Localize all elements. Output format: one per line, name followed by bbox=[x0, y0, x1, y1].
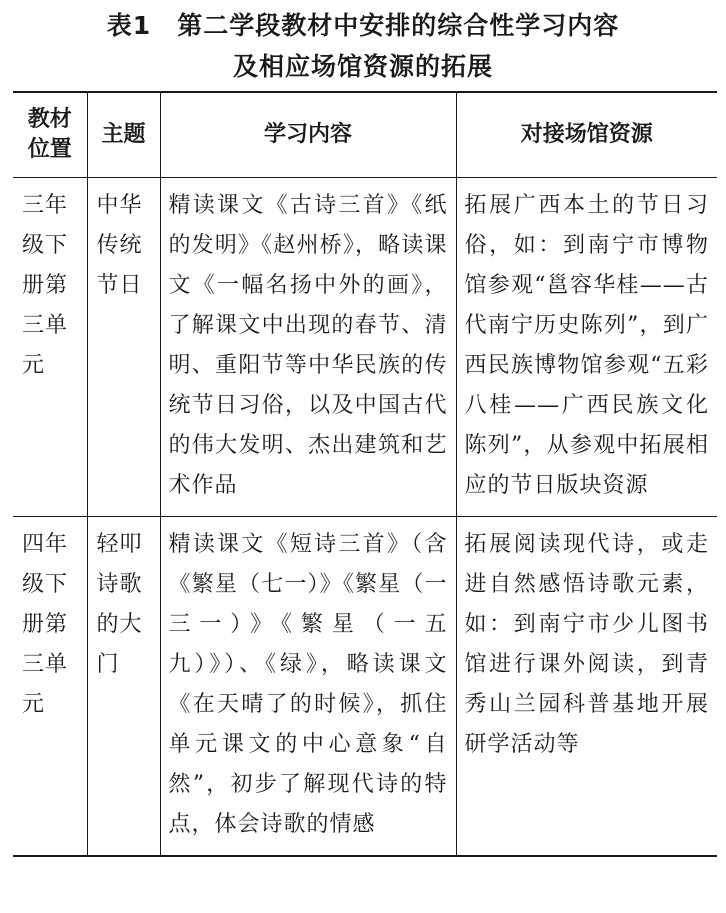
cell-venue-resources: 拓展广西本土的节日习俗，如：到南宁市博物馆参观“邕容华桂——古代南宁历史陈列”，到广西民族博物馆参观“五彩八桂——广西民族文化陈列”，从参观中拓展相应的节日版块资源 bbox=[456, 178, 717, 517]
curriculum-table bbox=[13, 91, 717, 857]
cell-venue-resources: 拓展阅读现代诗，或走进自然感悟诗歌元素，如：到南宁市少儿图书馆进行课外阅读，到青秀山兰园科普基地开展研学活动等 bbox=[464, 532, 709, 757]
cell-textbook-position: 四年级下册第三单元 bbox=[13, 517, 87, 857]
cell-textbook-position: 三年级下册第三单元 bbox=[13, 178, 87, 517]
cell-learning-content: 精读课文《短诗三首》（含《繁星（七一）》《繁星（一三一）》《繁星（一五九）》）、《绿》，略读课文《在天晴了的时候》，抓住单元课文的中心意象“自然”，初步了解现代诗的特点，体会诗歌的情感 bbox=[160, 517, 456, 857]
header-venue-resources: 对接场馆资源 bbox=[456, 92, 717, 178]
table-row bbox=[13, 517, 717, 857]
table-header-row bbox=[13, 92, 717, 178]
header-learning-content: 学习内容 bbox=[160, 92, 456, 178]
table-caption-line-1: 表1 第二学段教材中安排的综合性学习内容 bbox=[106, 11, 620, 40]
cell-learning-content: 精读课文《古诗三首》《纸的发明》《赵州桥》，略读课文《一幅名扬中外的画》，了解课文中出现的春节、清明、重阳节等中华民族的传统节日习俗，以及中国古代的伟大发明、杰出建筑和艺术作品 bbox=[160, 178, 456, 517]
cell-theme: 轻叩诗歌的大门 bbox=[87, 517, 160, 857]
cell-theme: 中华传统节日 bbox=[87, 178, 160, 517]
table-row bbox=[13, 178, 717, 517]
table-caption-line-2: 及相应场馆资源的拓展 bbox=[232, 52, 493, 81]
header-textbook-position: 教材位置 bbox=[13, 92, 87, 178]
header-theme: 主题 bbox=[87, 92, 160, 178]
